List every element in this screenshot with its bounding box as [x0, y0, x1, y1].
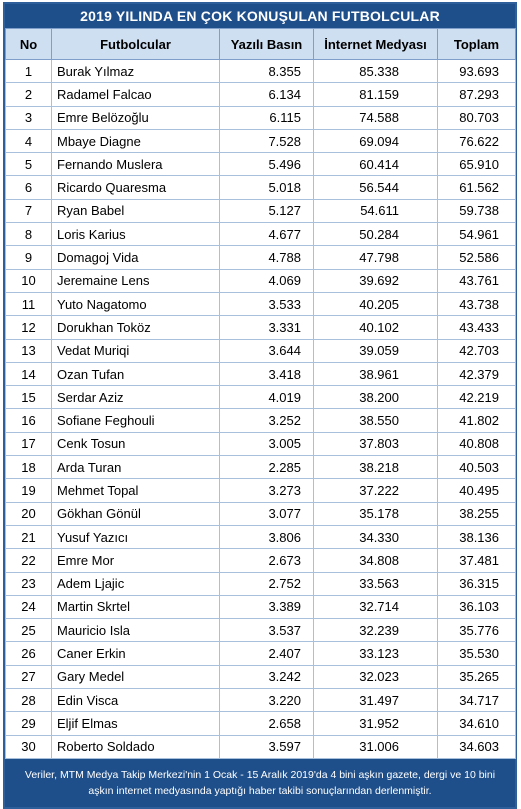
table-row	[6, 572, 516, 595]
cell-player-name: Ricardo Quaresma	[52, 176, 220, 199]
cell-print: 3.252	[220, 409, 314, 432]
table-row	[6, 409, 516, 432]
table-row	[6, 525, 516, 548]
cell-internet: 38.218	[314, 456, 438, 479]
cell-player-name: Cenk Tosun	[52, 432, 220, 455]
cell-internet: 35.178	[314, 502, 438, 525]
table-row	[6, 502, 516, 525]
cell-internet: 50.284	[314, 223, 438, 246]
cell-print: 3.597	[220, 735, 314, 758]
cell-internet: 56.544	[314, 176, 438, 199]
cell-total: 42.379	[438, 362, 516, 385]
cell-internet: 40.205	[314, 292, 438, 315]
cell-no: 12	[6, 316, 52, 339]
cell-player-name: Yusuf Yazıcı	[52, 525, 220, 548]
cell-total: 36.103	[438, 595, 516, 618]
cell-player-name: Loris Karius	[52, 223, 220, 246]
header-internet: İnternet Medyası	[314, 29, 438, 60]
cell-player-name: Mehmet Topal	[52, 479, 220, 502]
cell-no: 25	[6, 619, 52, 642]
cell-no: 27	[6, 665, 52, 688]
cell-print: 4.019	[220, 386, 314, 409]
cell-no: 1	[6, 60, 52, 83]
table-row	[6, 432, 516, 455]
table-row	[6, 60, 516, 83]
cell-no: 28	[6, 689, 52, 712]
cell-print: 6.115	[220, 106, 314, 129]
cell-print: 3.005	[220, 432, 314, 455]
table-row	[6, 712, 516, 735]
cell-no: 2	[6, 83, 52, 106]
cell-no: 13	[6, 339, 52, 362]
cell-print: 3.537	[220, 619, 314, 642]
cell-print: 8.355	[220, 60, 314, 83]
cell-no: 15	[6, 386, 52, 409]
header-player: Futbolcular	[52, 29, 220, 60]
cell-total: 65.910	[438, 153, 516, 176]
cell-no: 23	[6, 572, 52, 595]
table-row	[6, 129, 516, 152]
table-row	[6, 246, 516, 269]
table-row	[6, 199, 516, 222]
table-row	[6, 456, 516, 479]
cell-total: 40.495	[438, 479, 516, 502]
cell-player-name: Fernando Muslera	[52, 153, 220, 176]
cell-print: 3.077	[220, 502, 314, 525]
cell-no: 3	[6, 106, 52, 129]
cell-no: 9	[6, 246, 52, 269]
cell-total: 42.219	[438, 386, 516, 409]
cell-player-name: Jeremaine Lens	[52, 269, 220, 292]
cell-print: 3.331	[220, 316, 314, 339]
cell-player-name: Eljif Elmas	[52, 712, 220, 735]
cell-player-name: Caner Erkin	[52, 642, 220, 665]
cell-player-name: Edin Visca	[52, 689, 220, 712]
table-row	[6, 223, 516, 246]
cell-print: 2.285	[220, 456, 314, 479]
cell-player-name: Martin Skrtel	[52, 595, 220, 618]
cell-print: 3.533	[220, 292, 314, 315]
cell-player-name: Emre Belözoğlu	[52, 106, 220, 129]
cell-total: 35.776	[438, 619, 516, 642]
cell-player-name: Serdar Aziz	[52, 386, 220, 409]
cell-total: 87.293	[438, 83, 516, 106]
cell-total: 40.808	[438, 432, 516, 455]
cell-internet: 38.961	[314, 362, 438, 385]
cell-print: 2.407	[220, 642, 314, 665]
cell-total: 34.603	[438, 735, 516, 758]
cell-internet: 32.239	[314, 619, 438, 642]
cell-total: 38.136	[438, 525, 516, 548]
cell-print: 5.018	[220, 176, 314, 199]
cell-player-name: Burak Yılmaz	[52, 60, 220, 83]
cell-no: 10	[6, 269, 52, 292]
table-row	[6, 665, 516, 688]
cell-internet: 31.497	[314, 689, 438, 712]
cell-no: 5	[6, 153, 52, 176]
cell-no: 29	[6, 712, 52, 735]
cell-player-name: Domagoj Vida	[52, 246, 220, 269]
cell-internet: 38.550	[314, 409, 438, 432]
cell-total: 40.503	[438, 456, 516, 479]
cell-internet: 31.006	[314, 735, 438, 758]
cell-print: 2.673	[220, 549, 314, 572]
players-table	[5, 28, 516, 759]
cell-print: 3.806	[220, 525, 314, 548]
table-row	[6, 595, 516, 618]
cell-total: 37.481	[438, 549, 516, 572]
cell-internet: 34.808	[314, 549, 438, 572]
cell-player-name: Mbaye Diagne	[52, 129, 220, 152]
cell-player-name: Gary Medel	[52, 665, 220, 688]
table-row	[6, 735, 516, 758]
cell-print: 6.134	[220, 83, 314, 106]
cell-no: 6	[6, 176, 52, 199]
cell-total: 35.265	[438, 665, 516, 688]
header-print: Yazılı Basın	[220, 29, 314, 60]
cell-player-name: Adem Ljajic	[52, 572, 220, 595]
cell-player-name: Dorukhan Toköz	[52, 316, 220, 339]
table-row	[6, 362, 516, 385]
cell-internet: 39.692	[314, 269, 438, 292]
table-row	[6, 269, 516, 292]
table-row	[6, 619, 516, 642]
cell-total: 34.717	[438, 689, 516, 712]
cell-player-name: Sofiane Feghouli	[52, 409, 220, 432]
cell-no: 18	[6, 456, 52, 479]
cell-total: 34.610	[438, 712, 516, 735]
cell-no: 21	[6, 525, 52, 548]
table-row	[6, 153, 516, 176]
cell-no: 14	[6, 362, 52, 385]
cell-internet: 81.159	[314, 83, 438, 106]
cell-no: 19	[6, 479, 52, 502]
source-note: Veriler, MTM Medya Takip Merkezi'nin 1 Ocak - 15 Aralık 2019'da 4 bini aşkın gazete, dergi ve 10 bini aşkın internet medyasında yaptığı haber takibi sonuçlarından derlenmiştir.	[5, 759, 515, 807]
cell-total: 59.738	[438, 199, 516, 222]
table-row	[6, 549, 516, 572]
cell-internet: 33.123	[314, 642, 438, 665]
cell-total: 93.693	[438, 60, 516, 83]
cell-internet: 47.798	[314, 246, 438, 269]
table-row	[6, 292, 516, 315]
cell-internet: 69.094	[314, 129, 438, 152]
cell-print: 2.752	[220, 572, 314, 595]
table-row	[6, 642, 516, 665]
cell-total: 52.586	[438, 246, 516, 269]
cell-no: 7	[6, 199, 52, 222]
cell-total: 43.738	[438, 292, 516, 315]
cell-no: 30	[6, 735, 52, 758]
cell-total: 35.530	[438, 642, 516, 665]
cell-internet: 32.023	[314, 665, 438, 688]
table-row	[6, 106, 516, 129]
cell-internet: 54.611	[314, 199, 438, 222]
table-title: 2019 YILINDA EN ÇOK KONUŞULAN FUTBOLCULAR	[5, 4, 515, 28]
cell-total: 61.562	[438, 176, 516, 199]
cell-internet: 34.330	[314, 525, 438, 548]
header-total: Toplam	[438, 29, 516, 60]
cell-total: 36.315	[438, 572, 516, 595]
cell-player-name: Ozan Tufan	[52, 362, 220, 385]
cell-total: 43.761	[438, 269, 516, 292]
table-row	[6, 83, 516, 106]
cell-player-name: Yuto Nagatomo	[52, 292, 220, 315]
cell-internet: 74.588	[314, 106, 438, 129]
cell-player-name: Radamel Falcao	[52, 83, 220, 106]
cell-internet: 39.059	[314, 339, 438, 362]
cell-no: 8	[6, 223, 52, 246]
cell-no: 22	[6, 549, 52, 572]
cell-total: 80.703	[438, 106, 516, 129]
cell-no: 20	[6, 502, 52, 525]
table-row	[6, 479, 516, 502]
cell-no: 4	[6, 129, 52, 152]
cell-player-name: Vedat Muriqi	[52, 339, 220, 362]
cell-no: 17	[6, 432, 52, 455]
cell-total: 42.703	[438, 339, 516, 362]
ranking-table-card	[3, 2, 517, 809]
cell-total: 76.622	[438, 129, 516, 152]
cell-print: 4.788	[220, 246, 314, 269]
cell-print: 2.658	[220, 712, 314, 735]
cell-internet: 40.102	[314, 316, 438, 339]
cell-internet: 37.222	[314, 479, 438, 502]
table-row	[6, 386, 516, 409]
cell-total: 38.255	[438, 502, 516, 525]
cell-print: 3.273	[220, 479, 314, 502]
cell-print: 3.220	[220, 689, 314, 712]
cell-print: 5.127	[220, 199, 314, 222]
cell-no: 11	[6, 292, 52, 315]
cell-player-name: Roberto Soldado	[52, 735, 220, 758]
table-row	[6, 176, 516, 199]
cell-internet: 32.714	[314, 595, 438, 618]
cell-no: 26	[6, 642, 52, 665]
cell-print: 3.242	[220, 665, 314, 688]
cell-total: 54.961	[438, 223, 516, 246]
cell-no: 24	[6, 595, 52, 618]
cell-player-name: Arda Turan	[52, 456, 220, 479]
table-body	[6, 60, 516, 759]
cell-player-name: Emre Mor	[52, 549, 220, 572]
cell-no: 16	[6, 409, 52, 432]
cell-internet: 85.338	[314, 60, 438, 83]
cell-player-name: Mauricio Isla	[52, 619, 220, 642]
table-row	[6, 689, 516, 712]
cell-print: 3.644	[220, 339, 314, 362]
cell-print: 3.418	[220, 362, 314, 385]
cell-print: 3.389	[220, 595, 314, 618]
cell-print: 4.677	[220, 223, 314, 246]
cell-total: 43.433	[438, 316, 516, 339]
header-no: No	[6, 29, 52, 60]
cell-player-name: Ryan Babel	[52, 199, 220, 222]
cell-print: 5.496	[220, 153, 314, 176]
cell-total: 41.802	[438, 409, 516, 432]
cell-print: 4.069	[220, 269, 314, 292]
table-row	[6, 339, 516, 362]
cell-internet: 31.952	[314, 712, 438, 735]
cell-internet: 33.563	[314, 572, 438, 595]
header-row	[6, 29, 516, 60]
cell-internet: 37.803	[314, 432, 438, 455]
table-row	[6, 316, 516, 339]
cell-internet: 38.200	[314, 386, 438, 409]
cell-player-name: Gökhan Gönül	[52, 502, 220, 525]
cell-internet: 60.414	[314, 153, 438, 176]
cell-print: 7.528	[220, 129, 314, 152]
